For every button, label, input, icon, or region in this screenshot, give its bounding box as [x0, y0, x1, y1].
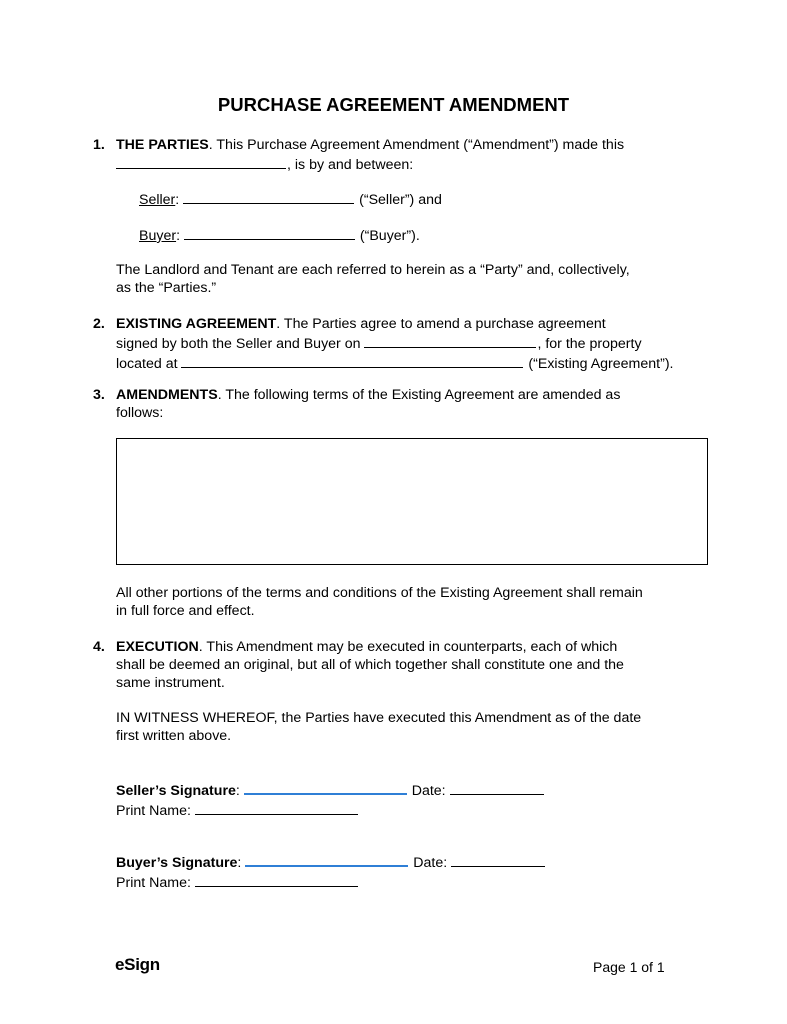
section-1-number: 1. — [93, 137, 105, 153]
seller-print-name-label: Print Name: — [116, 803, 195, 819]
seller-suffix: (“Seller”) and — [355, 192, 442, 208]
section-1-text-2: , is by and between: — [287, 157, 414, 173]
section-2-body — [116, 315, 716, 373]
page-number: Page 1 of 1 — [593, 959, 665, 975]
section-4-line-3: same instrument. — [116, 675, 225, 691]
buyer-signature-label: Buyer’s Signature — [116, 855, 238, 871]
section-4-line-1: . This Amendment may be executed in counterparts, each of which — [198, 639, 618, 655]
seller-signature-label: Seller’s Signature — [116, 783, 236, 799]
witness-line-2: first written above. — [116, 728, 232, 744]
section-3-line-1: . The following terms of the Existing Agreement are amended as — [217, 387, 621, 403]
buyer-name-field[interactable] — [184, 225, 355, 240]
section-2-line-2: signed by both the Seller and Buyer on — [116, 336, 365, 352]
section-1-intro — [116, 136, 716, 174]
seller-signature-field[interactable] — [244, 780, 407, 795]
section-2-line-3-end: (“Existing Agreement”). — [524, 356, 674, 372]
section-1-heading: THE PARTIES — [116, 137, 209, 153]
section-2-line-1: . The Parties agree to amend a purchase agreement — [276, 316, 606, 332]
seller-name-field[interactable] — [183, 189, 354, 204]
buyer-print-name-field[interactable] — [195, 872, 358, 887]
buyer-signature-block — [116, 852, 716, 892]
section-2-line-2-end: , for the property — [537, 336, 642, 352]
section-3-after-line-2: in full force and effect. — [116, 603, 255, 619]
seller-signature-colon: : — [235, 783, 244, 799]
section-2-number: 2. — [93, 316, 105, 332]
witness-statement — [116, 709, 716, 745]
section-3-line-2: follows: — [116, 405, 164, 421]
parties-note-line-2: as the “Parties.” — [116, 280, 217, 296]
section-1-text: . This Purchase Agreement Amendment (“Amendment”) made this — [208, 137, 625, 153]
seller-date-field[interactable] — [450, 780, 544, 795]
buyer-date-label: Date: — [413, 855, 452, 871]
section-4-number: 4. — [93, 639, 105, 655]
section-4-body — [116, 638, 716, 692]
parties-note — [116, 261, 716, 297]
esign-logo: eSign — [115, 955, 160, 974]
buyer-suffix: (“Buyer”). — [355, 228, 420, 244]
buyer-date-field[interactable] — [451, 852, 545, 867]
buyer-signature-colon: : — [237, 855, 246, 871]
witness-line-1: IN WITNESS WHEREOF, the Parties have executed this Amendment as of the date — [116, 710, 642, 726]
section-3-heading: AMENDMENTS — [116, 387, 218, 403]
buyer-label: Buyer — [139, 228, 177, 244]
buyer-signature-field[interactable] — [245, 852, 408, 867]
section-4-line-2: shall be deemed an original, but all of which together shall constitute one and the — [116, 657, 624, 673]
seller-signature-block — [116, 780, 716, 820]
section-3-after — [116, 584, 716, 620]
buyer-print-name-label: Print Name: — [116, 875, 195, 891]
section-3-after-line-1: All other portions of the terms and conditions of the Existing Agreement shall remain — [116, 585, 643, 601]
seller-line: Seller: (“Seller”) and — [139, 189, 739, 209]
document-title: PURCHASE AGREEMENT AMENDMENT — [217, 94, 570, 115]
section-3-body — [116, 386, 716, 422]
property-address-field[interactable] — [181, 353, 523, 368]
section-2-heading: EXISTING AGREEMENT — [116, 316, 277, 332]
seller-print-name-field[interactable] — [195, 800, 358, 815]
parties-note-line-1: The Landlord and Tenant are each referred to herein as a “Party” and, collectively, — [116, 262, 630, 278]
section-3-number: 3. — [93, 387, 105, 403]
section-4-heading: EXECUTION — [116, 639, 199, 655]
buyer-line: Buyer: (“Buyer”). — [139, 225, 739, 245]
section-2-line-3: located at — [116, 356, 182, 372]
signed-date-field[interactable] — [364, 333, 536, 348]
amendments-text-box[interactable] — [116, 438, 708, 565]
seller-label: Seller — [139, 192, 176, 208]
seller-date-label: Date: — [411, 783, 450, 799]
date-made-field[interactable] — [116, 154, 286, 169]
